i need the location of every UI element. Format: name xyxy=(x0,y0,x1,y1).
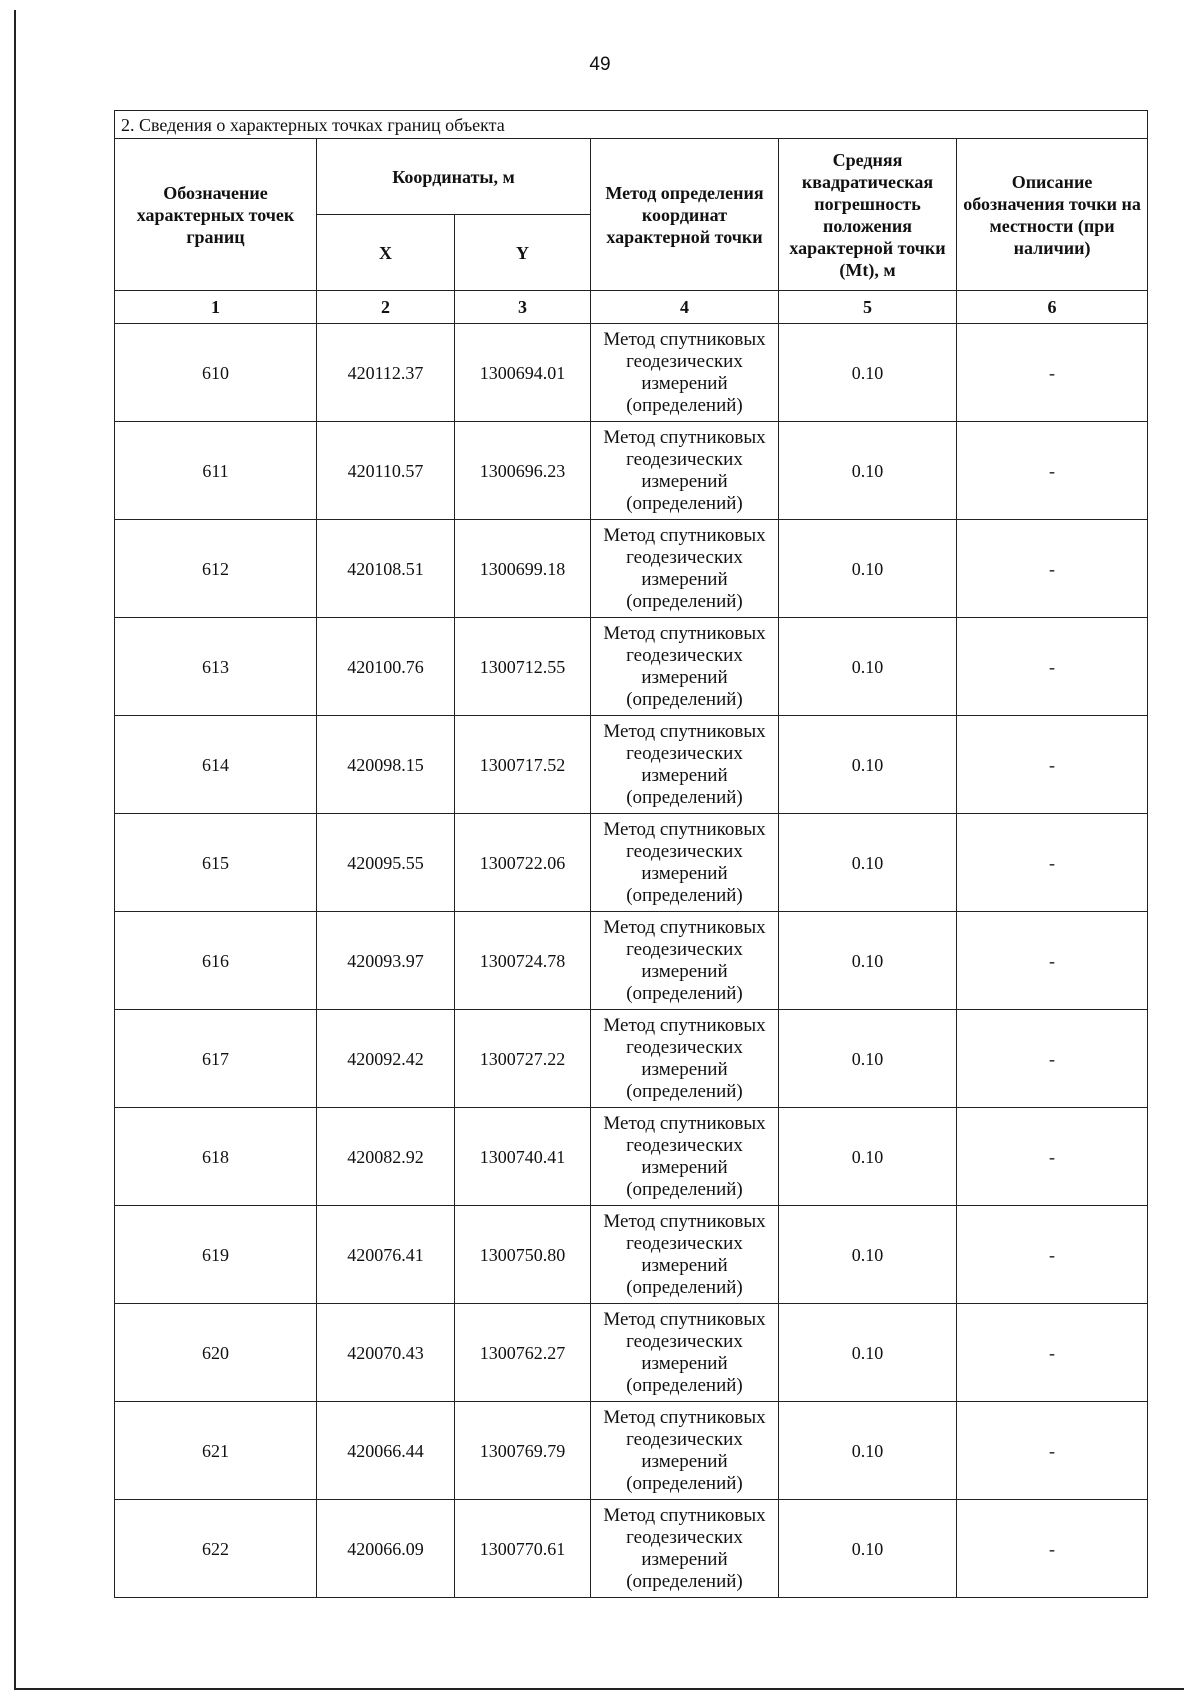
cell-point-id: 613 xyxy=(115,618,317,716)
cell-point-id: 610 xyxy=(115,324,317,422)
cell-method: Метод спутниковых геодезических измерений (определений) xyxy=(591,1500,779,1598)
column-number: 2 xyxy=(317,291,455,324)
cell-mt: 0.10 xyxy=(779,618,957,716)
cell-description: - xyxy=(957,520,1148,618)
cell-x: 420070.43 xyxy=(317,1304,455,1402)
cell-point-id: 620 xyxy=(115,1304,317,1402)
cell-method: Метод спутниковых геодезических измерений (определений) xyxy=(591,1010,779,1108)
table-row xyxy=(115,814,1148,912)
cell-y: 1300769.79 xyxy=(455,1402,591,1500)
table-row xyxy=(115,520,1148,618)
column-number: 1 xyxy=(115,291,317,324)
table-row xyxy=(115,324,1148,422)
cell-y: 1300762.27 xyxy=(455,1304,591,1402)
table-row xyxy=(115,1108,1148,1206)
cell-x: 420108.51 xyxy=(317,520,455,618)
cell-point-id: 618 xyxy=(115,1108,317,1206)
boundary-points-table xyxy=(114,110,1148,1598)
column-number: 6 xyxy=(957,291,1148,324)
cell-x: 420095.55 xyxy=(317,814,455,912)
cell-mt: 0.10 xyxy=(779,324,957,422)
section-title: 2. Сведения о характерных точках границ объекта xyxy=(115,111,1148,139)
table-row xyxy=(115,1304,1148,1402)
table-row xyxy=(115,422,1148,520)
column-number-row xyxy=(115,291,1148,324)
cell-method: Метод спутниковых геодезических измерений (определений) xyxy=(591,912,779,1010)
cell-method: Метод спутниковых геодезических измерений (определений) xyxy=(591,814,779,912)
cell-y: 1300770.61 xyxy=(455,1500,591,1598)
cell-method: Метод спутниковых геодезических измерений (определений) xyxy=(591,716,779,814)
cell-y: 1300727.22 xyxy=(455,1010,591,1108)
cell-x: 420092.42 xyxy=(317,1010,455,1108)
cell-description: - xyxy=(957,1010,1148,1108)
cell-method: Метод спутниковых геодезических измерений (определений) xyxy=(591,618,779,716)
header-error: Средняя квадратическая погрешность положения характерной точки (Mt), м xyxy=(779,139,957,291)
cell-mt: 0.10 xyxy=(779,1304,957,1402)
cell-description: - xyxy=(957,618,1148,716)
cell-description: - xyxy=(957,324,1148,422)
cell-mt: 0.10 xyxy=(779,814,957,912)
table-row xyxy=(115,1500,1148,1598)
cell-description: - xyxy=(957,422,1148,520)
column-number: 4 xyxy=(591,291,779,324)
cell-mt: 0.10 xyxy=(779,1206,957,1304)
cell-method: Метод спутниковых геодезических измерений (определений) xyxy=(591,1402,779,1500)
cell-mt: 0.10 xyxy=(779,716,957,814)
cell-y: 1300724.78 xyxy=(455,912,591,1010)
cell-point-id: 621 xyxy=(115,1402,317,1500)
cell-y: 1300750.80 xyxy=(455,1206,591,1304)
cell-y: 1300722.06 xyxy=(455,814,591,912)
cell-description: - xyxy=(957,814,1148,912)
cell-y: 1300696.23 xyxy=(455,422,591,520)
column-number: 3 xyxy=(455,291,591,324)
cell-description: - xyxy=(957,1108,1148,1206)
cell-x: 420112.37 xyxy=(317,324,455,422)
cell-point-id: 622 xyxy=(115,1500,317,1598)
cell-x: 420066.09 xyxy=(317,1500,455,1598)
cell-point-id: 612 xyxy=(115,520,317,618)
header-designation: Обозначение характерных точек границ xyxy=(115,139,317,291)
cell-mt: 0.10 xyxy=(779,1402,957,1500)
header-description: Описание обозначения точки на местности (при наличии) xyxy=(957,139,1148,291)
cell-mt: 0.10 xyxy=(779,1500,957,1598)
cell-method: Метод спутниковых геодезических измерений (определений) xyxy=(591,520,779,618)
cell-x: 420066.44 xyxy=(317,1402,455,1500)
table-row xyxy=(115,912,1148,1010)
cell-x: 420110.57 xyxy=(317,422,455,520)
cell-y: 1300699.18 xyxy=(455,520,591,618)
cell-description: - xyxy=(957,1402,1148,1500)
column-number: 5 xyxy=(779,291,957,324)
cell-x: 420076.41 xyxy=(317,1206,455,1304)
cell-point-id: 616 xyxy=(115,912,317,1010)
table-row xyxy=(115,1010,1148,1108)
cell-description: - xyxy=(957,1500,1148,1598)
table-row xyxy=(115,1402,1148,1500)
cell-method: Метод спутниковых геодезических измерений (определений) xyxy=(591,324,779,422)
cell-x: 420098.15 xyxy=(317,716,455,814)
cell-mt: 0.10 xyxy=(779,1010,957,1108)
cell-point-id: 617 xyxy=(115,1010,317,1108)
cell-mt: 0.10 xyxy=(779,912,957,1010)
cell-x: 420093.97 xyxy=(317,912,455,1010)
header-x: X xyxy=(317,215,455,291)
header-coordinates: Координаты, м xyxy=(317,139,591,215)
cell-y: 1300717.52 xyxy=(455,716,591,814)
cell-point-id: 611 xyxy=(115,422,317,520)
cell-method: Метод спутниковых геодезических измерений (определений) xyxy=(591,1206,779,1304)
cell-method: Метод спутниковых геодезических измерений (определений) xyxy=(591,422,779,520)
cell-point-id: 615 xyxy=(115,814,317,912)
cell-point-id: 619 xyxy=(115,1206,317,1304)
header-method: Метод определения координат характерной точки xyxy=(591,139,779,291)
cell-method: Метод спутниковых геодезических измерений (определений) xyxy=(591,1304,779,1402)
cell-description: - xyxy=(957,912,1148,1010)
cell-y: 1300712.55 xyxy=(455,618,591,716)
cell-mt: 0.10 xyxy=(779,422,957,520)
cell-description: - xyxy=(957,1304,1148,1402)
cell-description: - xyxy=(957,716,1148,814)
cell-x: 420100.76 xyxy=(317,618,455,716)
page-number: 49 xyxy=(589,54,611,75)
cell-x: 420082.92 xyxy=(317,1108,455,1206)
table-row xyxy=(115,716,1148,814)
table-row xyxy=(115,1206,1148,1304)
cell-y: 1300740.41 xyxy=(455,1108,591,1206)
cell-y: 1300694.01 xyxy=(455,324,591,422)
cell-mt: 0.10 xyxy=(779,1108,957,1206)
cell-point-id: 614 xyxy=(115,716,317,814)
cell-mt: 0.10 xyxy=(779,520,957,618)
cell-method: Метод спутниковых геодезических измерений (определений) xyxy=(591,1108,779,1206)
cell-description: - xyxy=(957,1206,1148,1304)
header-y: Y xyxy=(455,215,591,291)
table-row xyxy=(115,618,1148,716)
